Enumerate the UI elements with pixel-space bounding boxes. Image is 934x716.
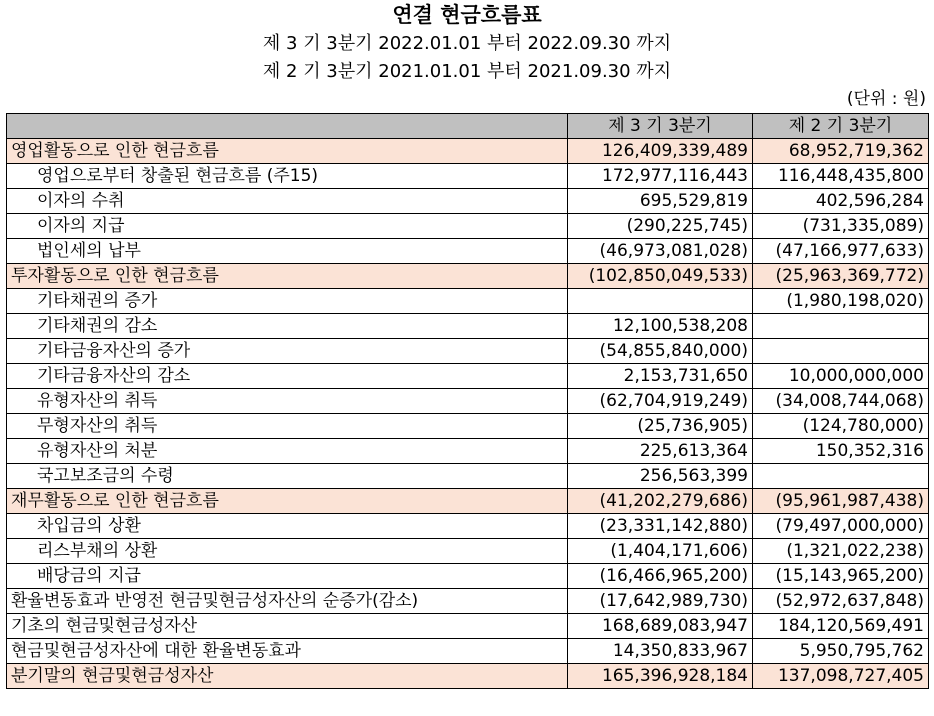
row-current-value: 695,529,819 — [568, 189, 753, 214]
period-prior: 제 2 기 3분기 2021.01.01 부터 2021.09.30 까지 — [262, 61, 672, 82]
row-label: 투자활동으로 인한 현금흐름 — [7, 264, 568, 289]
row-prior-value: 184,120,569,491 — [753, 614, 929, 639]
row-prior-value: (15,143,965,200) — [753, 564, 929, 589]
row-label: 기타채권의 증가 — [7, 289, 568, 314]
row-label: 법인세의 납부 — [7, 239, 568, 264]
row-current-value: 172,977,116,443 — [568, 164, 753, 189]
row-current-value: 165,396,928,184 — [568, 664, 753, 689]
table-row — [7, 464, 929, 489]
table-row — [7, 564, 929, 589]
row-current-value: (23,331,142,880) — [568, 514, 753, 539]
row-label: 기타금융자산의 감소 — [7, 364, 568, 389]
row-label: 유형자산의 취득 — [7, 389, 568, 414]
row-label: 이자의 수취 — [7, 189, 568, 214]
row-current-value: 126,409,339,489 — [568, 139, 753, 164]
row-prior-value: (79,497,000,000) — [753, 514, 929, 539]
row-prior-value: (731,335,089) — [753, 214, 929, 239]
row-prior-value: (1,980,198,020) — [753, 289, 929, 314]
table-row — [7, 539, 929, 564]
row-label: 차입금의 상환 — [7, 514, 568, 539]
table-row — [7, 639, 929, 664]
row-current-value: (1,404,171,606) — [568, 539, 753, 564]
row-current-value: (102,850,049,533) — [568, 264, 753, 289]
row-prior-value: 402,596,284 — [753, 189, 929, 214]
cash-flow-table — [6, 113, 929, 689]
header-label-cell — [7, 114, 568, 139]
row-label: 무형자산의 취득 — [7, 414, 568, 439]
document-title: 연결 현금흐름표 — [392, 3, 542, 27]
row-label: 재무활동으로 인한 현금흐름 — [7, 489, 568, 514]
header-prior-period: 제 2 기 3분기 — [753, 114, 929, 139]
row-label: 영업으로부터 창출된 현금흐름 (주15) — [7, 164, 568, 189]
row-prior-value: 68,952,719,362 — [753, 139, 929, 164]
row-label: 유형자산의 처분 — [7, 439, 568, 464]
row-prior-value: 5,950,795,762 — [753, 639, 929, 664]
row-current-value: (290,225,745) — [568, 214, 753, 239]
table-row — [7, 264, 929, 289]
table-row — [7, 239, 929, 264]
row-current-value: (25,736,905) — [568, 414, 753, 439]
row-label: 기타채권의 감소 — [7, 314, 568, 339]
table-row — [7, 289, 929, 314]
table-row — [7, 139, 929, 164]
row-prior-value — [753, 339, 929, 364]
row-prior-value: (52,972,637,848) — [753, 589, 929, 614]
row-prior-value: (47,166,977,633) — [753, 239, 929, 264]
row-prior-value: (95,961,987,438) — [753, 489, 929, 514]
row-label: 기초의 현금및현금성자산 — [7, 614, 568, 639]
unit-note: (단위 : 원) — [846, 89, 926, 109]
table-row — [7, 214, 929, 239]
row-label: 현금및현금성자산에 대한 환율변동효과 — [7, 639, 568, 664]
row-current-value: 256,563,399 — [568, 464, 753, 489]
table-row — [7, 164, 929, 189]
row-prior-value: (25,963,369,772) — [753, 264, 929, 289]
table-row — [7, 589, 929, 614]
row-current-value: 225,613,364 — [568, 439, 753, 464]
table-row — [7, 364, 929, 389]
table-body — [7, 139, 929, 689]
table-header-row — [7, 114, 929, 139]
table-row — [7, 314, 929, 339]
row-prior-value: (34,008,744,068) — [753, 389, 929, 414]
row-current-value: (17,642,989,730) — [568, 589, 753, 614]
row-prior-value: 116,448,435,800 — [753, 164, 929, 189]
row-current-value: (16,466,965,200) — [568, 564, 753, 589]
row-prior-value: 10,000,000,000 — [753, 364, 929, 389]
table-row — [7, 514, 929, 539]
row-prior-value: (124,780,000) — [753, 414, 929, 439]
row-current-value: 2,153,731,650 — [568, 364, 753, 389]
row-prior-value: 150,352,316 — [753, 439, 929, 464]
row-label: 리스부채의 상환 — [7, 539, 568, 564]
row-prior-value: (1,321,022,238) — [753, 539, 929, 564]
row-current-value: (46,973,081,028) — [568, 239, 753, 264]
period-current: 제 3 기 3분기 2022.01.01 부터 2022.09.30 까지 — [262, 33, 672, 54]
row-label: 환율변동효과 반영전 현금및현금성자산의 순증가(감소) — [7, 589, 568, 614]
table-row — [7, 189, 929, 214]
row-current-value: (54,855,840,000) — [568, 339, 753, 364]
table-row — [7, 339, 929, 364]
row-current-value — [568, 289, 753, 314]
row-current-value: (41,202,279,686) — [568, 489, 753, 514]
header-current-period: 제 3 기 3분기 — [568, 114, 753, 139]
table-row — [7, 439, 929, 464]
row-current-value: 168,689,083,947 — [568, 614, 753, 639]
row-label: 영업활동으로 인한 현금흐름 — [7, 139, 568, 164]
row-prior-value: 137,098,727,405 — [753, 664, 929, 689]
row-label: 분기말의 현금및현금성자산 — [7, 664, 568, 689]
row-label: 기타금융자산의 증가 — [7, 339, 568, 364]
table-row — [7, 414, 929, 439]
table-row — [7, 389, 929, 414]
table-row — [7, 664, 929, 689]
row-current-value: 14,350,833,967 — [568, 639, 753, 664]
table-row — [7, 489, 929, 514]
row-label: 이자의 지급 — [7, 214, 568, 239]
table-row — [7, 614, 929, 639]
row-current-value: 12,100,538,208 — [568, 314, 753, 339]
row-label: 국고보조금의 수령 — [7, 464, 568, 489]
row-prior-value — [753, 464, 929, 489]
row-current-value: (62,704,919,249) — [568, 389, 753, 414]
row-label: 배당금의 지급 — [7, 564, 568, 589]
row-prior-value — [753, 314, 929, 339]
